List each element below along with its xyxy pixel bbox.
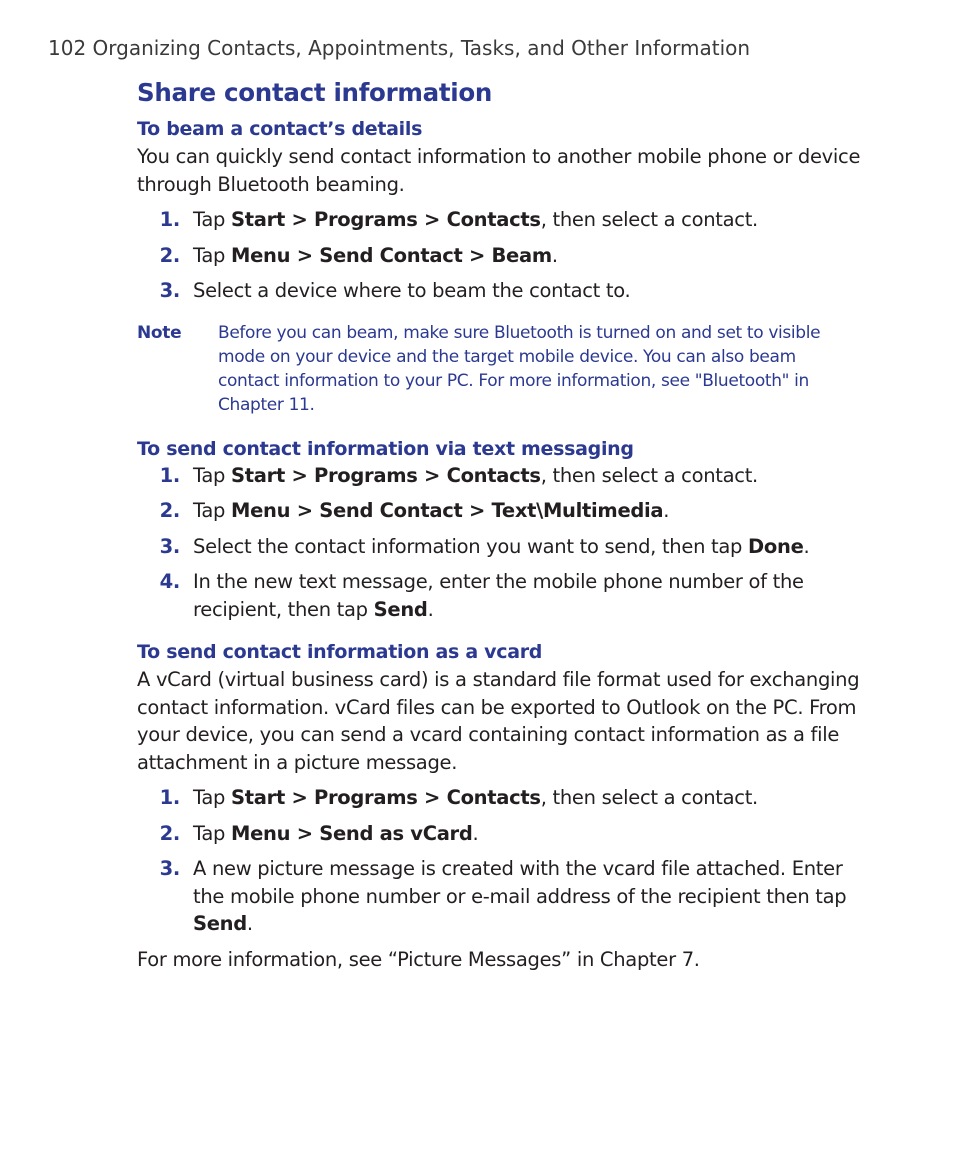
- step-number: 4.: [159, 570, 180, 593]
- step-number: 1.: [159, 208, 180, 231]
- beam-heading: To beam a contact’s details: [137, 118, 423, 140]
- vcard-steps: [137, 784, 862, 938]
- beam-steps: [137, 206, 862, 305]
- step-item: [137, 277, 862, 305]
- step-item: [137, 462, 862, 490]
- note-text: Before you can beam, make sure Bluetooth is turned on and set to visible mode on your device and the target mobile device. You can also beam contact information to your PC. For more information, see "Bluetooth" in Chapter 11.: [218, 322, 821, 415]
- text-messaging-steps: [137, 462, 862, 624]
- step-text: Select a device where to beam the contact to.: [193, 279, 631, 302]
- page-content: [137, 76, 862, 973]
- step-number: 1.: [159, 786, 180, 809]
- step-number: 3.: [159, 857, 180, 880]
- step-item: [137, 568, 862, 623]
- step-item: [137, 497, 862, 525]
- step-number: 2.: [159, 499, 180, 522]
- step-item: [137, 855, 862, 938]
- note-block: [137, 321, 862, 417]
- page-number: 102: [48, 36, 87, 60]
- step-text: Tap Menu > Send Contact > Beam.: [193, 243, 558, 267]
- beam-intro: You can quickly send contact information to another mobile phone or device through Bluetooth beaming.: [137, 145, 861, 196]
- step-text: Tap Start > Programs > Contacts, then select a contact.: [193, 463, 758, 487]
- step-item: [137, 206, 862, 234]
- step-item: [137, 533, 862, 561]
- vcard-intro: A vCard (virtual business card) is a standard file format used for exchanging contact information. vCard files can be exported to Outlook on the PC. From your device, you can send a vcard containing contact information as a file attachment in a picture message.: [137, 668, 860, 774]
- step-number: 3.: [159, 534, 180, 558]
- step-item: [137, 242, 862, 270]
- note-label: Note: [137, 322, 182, 343]
- step-text: Select the contact information you want to send, then tap Done.: [193, 534, 810, 558]
- vcard-footer: For more information, see “Picture Messages” in Chapter 7.: [137, 947, 700, 971]
- step-text: Tap Menu > Send as vCard.: [193, 821, 479, 845]
- step-number: 2.: [159, 243, 180, 267]
- step-number: 1.: [159, 463, 180, 487]
- step-number: 2.: [159, 821, 180, 845]
- step-text: Tap Menu > Send Contact > Text\Multimedia.: [193, 499, 670, 522]
- step-text: Tap Start > Programs > Contacts, then select a contact.: [193, 208, 758, 231]
- chapter-title: Organizing Contacts, Appointments, Tasks, and Other Information: [92, 36, 751, 60]
- text-messaging-heading: To send contact information via text messaging: [137, 437, 634, 460]
- running-head: [48, 36, 750, 60]
- step-text: In the new text message, enter the mobile phone number of the recipient, then tap Send.: [193, 570, 804, 621]
- vcard-heading: To send contact information as a vcard: [137, 641, 543, 663]
- step-text: A new picture message is created with the vcard file attached. Enter the mobile phone number or e-mail address of the recipient then tap Send.: [193, 857, 847, 935]
- step-item: [137, 820, 862, 848]
- step-text: Tap Start > Programs > Contacts, then select a contact.: [193, 786, 758, 809]
- step-number: 3.: [159, 279, 180, 302]
- section-title: Share contact information: [137, 78, 493, 107]
- step-item: [137, 784, 862, 812]
